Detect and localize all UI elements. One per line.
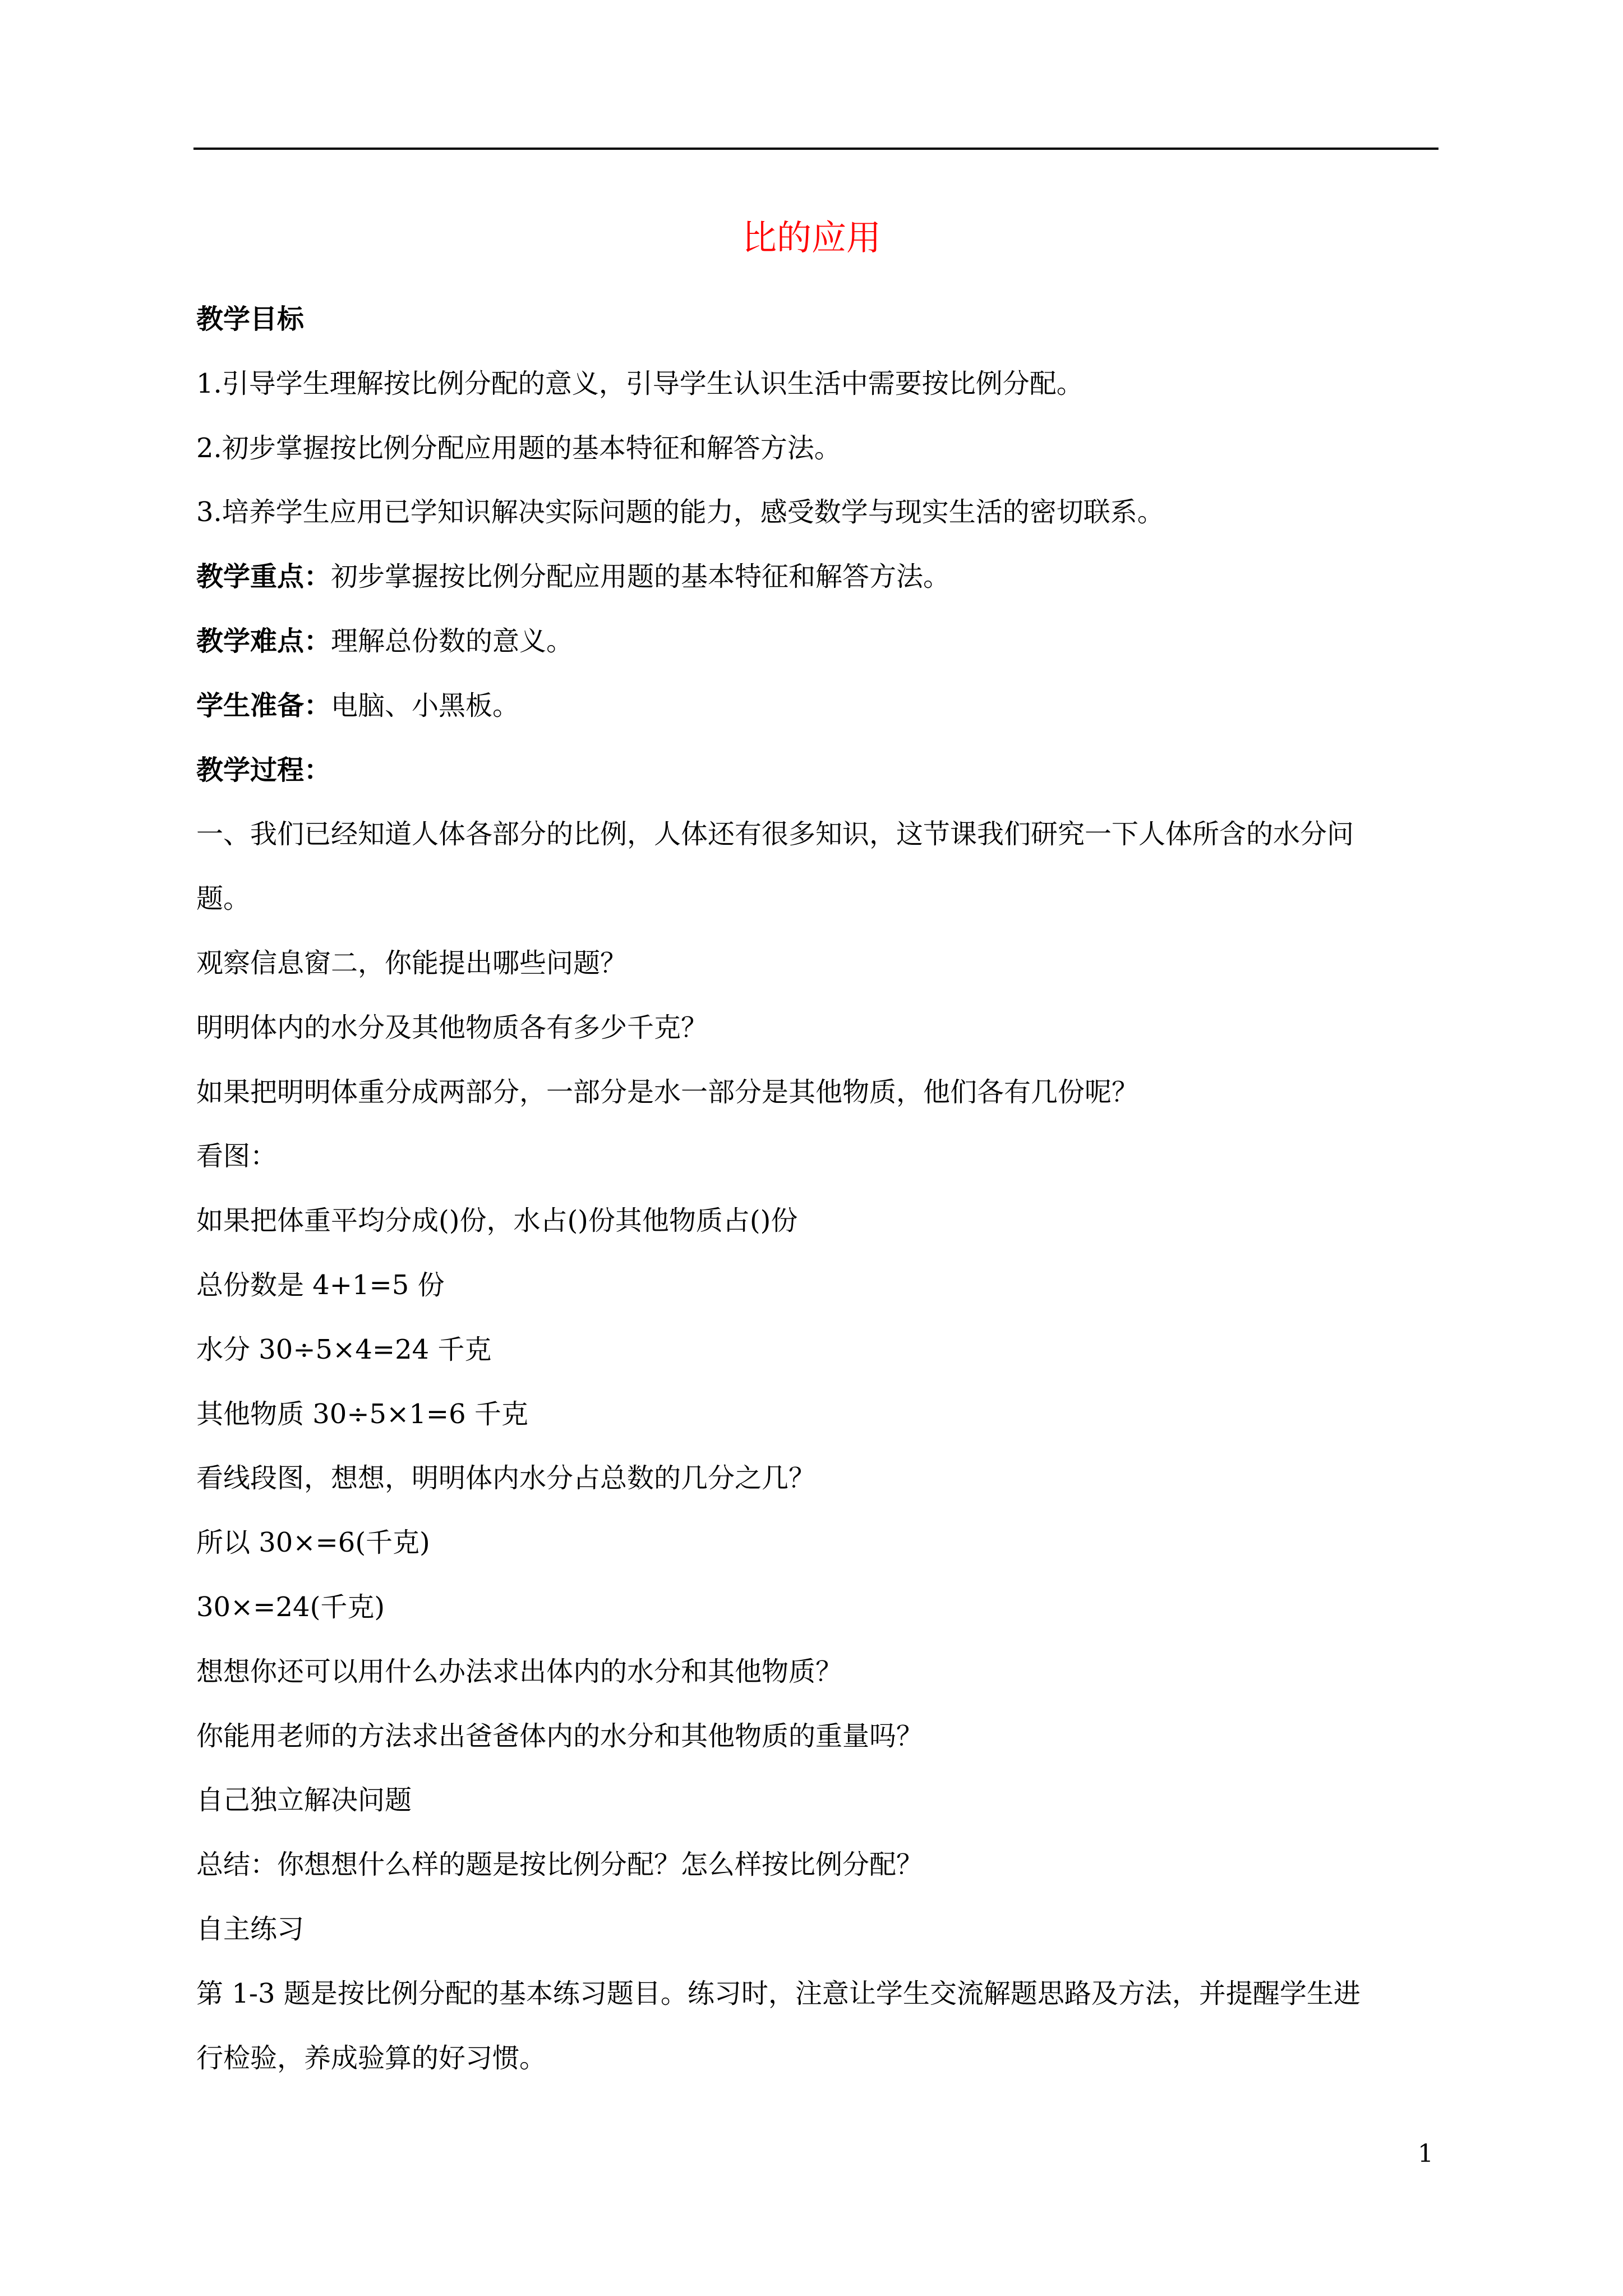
process-line: 题。 — [196, 883, 251, 915]
process-line: 一、我们已经知道人体各部分的比例，人体还有很多知识，这节课我们研究一下人体所含的水分问 — [196, 818, 1354, 850]
process-line: 想想你还可以用什么办法求出体内的水分和其他物质？ — [196, 1655, 843, 1687]
key-point — [196, 545, 1438, 609]
header-rule — [193, 148, 1438, 150]
process-line: 行检验，养成验算的好习惯。 — [196, 2042, 547, 2074]
objectives-heading: 教学目标 — [196, 303, 305, 335]
process-line: 看图： — [196, 1140, 278, 1172]
difficulty-text: 理解总份数的意义。 — [331, 625, 574, 657]
objective-item: 1.引导学生理解按比例分配的意义，引导学生认识生活中需要按比例分配。 — [196, 367, 1083, 399]
process-line: 所以 30×=6(千克) — [196, 1527, 430, 1559]
process-line: 30×=24(千克) — [196, 1591, 385, 1623]
difficulty-label: 教学难点： — [196, 625, 331, 657]
process-line: 观察信息窗二，你能提出哪些问题？ — [196, 947, 628, 979]
process-line: 自主练习 — [196, 1913, 305, 1945]
preparation-text: 电脑、小黑板。 — [331, 689, 520, 721]
key-point-text: 初步掌握按比例分配应用题的基本特征和解答方法。 — [331, 561, 951, 593]
process-line: 第 1-3 题是按比例分配的基本练习题目。练习时，注意让学生交流解题思路及方法，并提醒学生进 — [196, 1977, 1361, 2009]
preparation-label: 学生准备： — [196, 689, 331, 721]
process-line: 自己独立解决问题 — [196, 1784, 412, 1816]
process-line: 其他物质 30÷5×1=6 千克 — [196, 1398, 528, 1430]
page-number: 1 — [1418, 2139, 1433, 2168]
key-point-label: 教学重点： — [196, 561, 331, 593]
process-line: 你能用老师的方法求出爸爸体内的水分和其他物质的重量吗？ — [196, 1720, 924, 1752]
process-line: 水分 30÷5×4=24 千克 — [196, 1333, 492, 1365]
objective-item: 2.初步掌握按比例分配应用题的基本特征和解答方法。 — [196, 432, 841, 464]
preparation — [196, 674, 1438, 738]
process-line: 总结：你想想什么样的题是按比例分配？怎么样按比例分配？ — [196, 1849, 924, 1881]
difficulty — [196, 609, 1438, 674]
process-heading: 教学过程： — [196, 754, 331, 786]
process-line: 看线段图，想想，明明体内水分占总数的几分之几？ — [196, 1462, 816, 1494]
document-title: 比的应用 — [741, 217, 881, 258]
process-line: 如果把明明体重分成两部分，一部分是水一部分是其他物质，他们各有几份呢？ — [196, 1076, 1139, 1108]
objective-item: 3.培养学生应用已学知识解决实际问题的能力，感受数学与现实生活的密切联系。 — [196, 496, 1164, 528]
process-line: 明明体内的水分及其他物质各有多少千克？ — [196, 1011, 708, 1043]
process-line: 总份数是 4+1=5 份 — [196, 1269, 445, 1301]
process-line: 如果把体重平均分成()份，水占()份其他物质占()份 — [196, 1205, 798, 1237]
document-body — [196, 287, 1438, 2090]
